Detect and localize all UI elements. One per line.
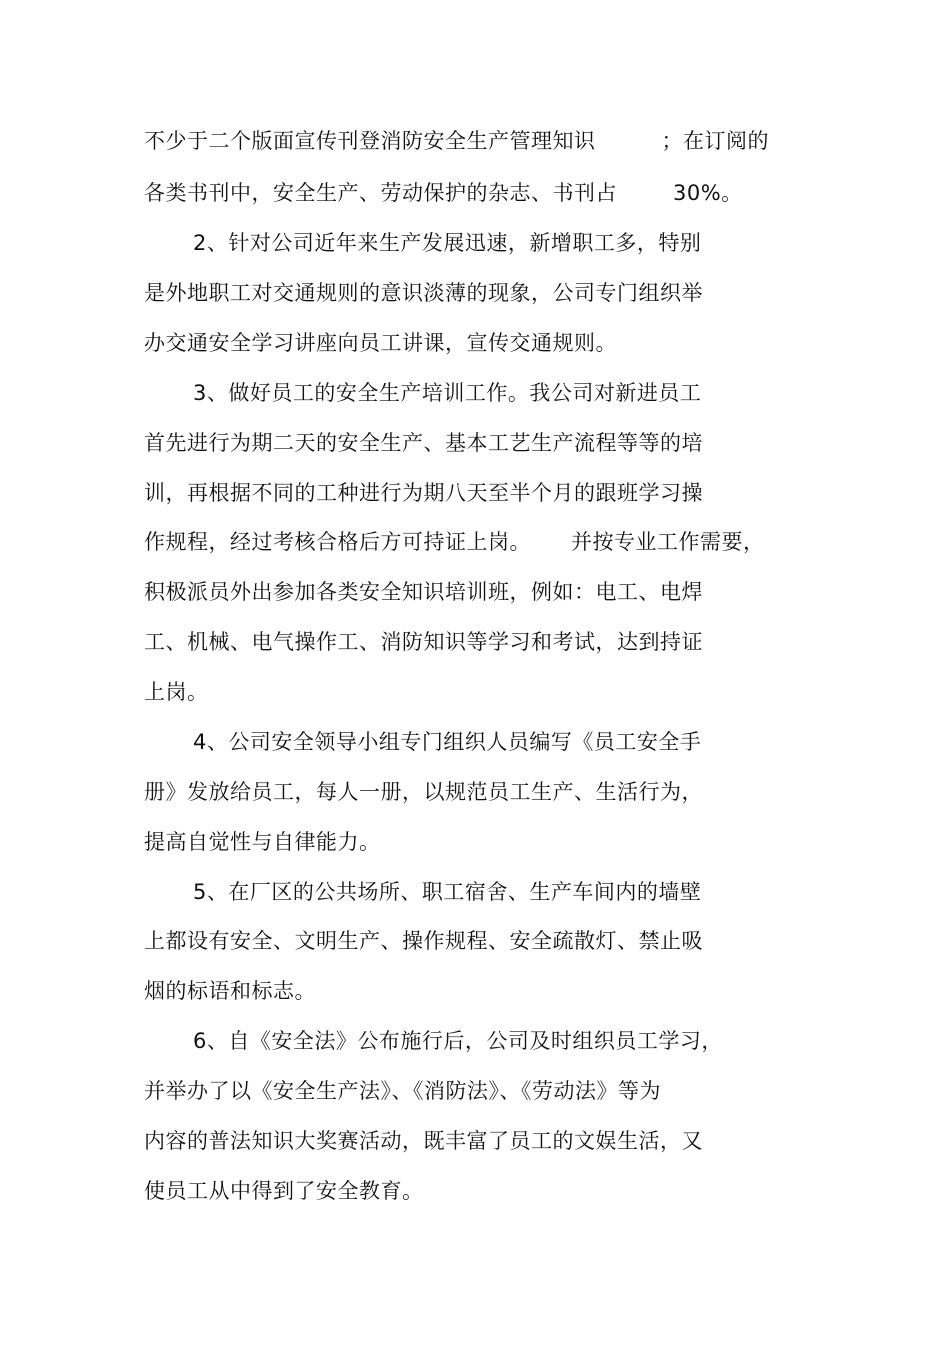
text-segment: 是外地职工对交通规则的意识淡薄的现象，公司专门组织举	[144, 281, 703, 305]
text-segment: 3、做好员工的安全生产培训工作。我公司对新进员工	[193, 381, 702, 405]
text-line	[193, 1028, 723, 1054]
text-segment: 不少于二个版面宣传刊登消防安全生产管理知识	[144, 129, 596, 153]
text-segment: 使员工从中得到了安全教育。	[144, 1179, 424, 1203]
text-line	[144, 280, 703, 306]
text-segment: 并举办了以《安全生产法》、《消防法》、《劳动法》等为	[144, 1079, 661, 1103]
text-segment: ；在订阅的	[661, 129, 769, 153]
text-segment: 4、公司安全领导小组专门组织人员编写《员工安全手	[193, 730, 702, 754]
text-line	[193, 380, 701, 406]
text-line	[144, 978, 316, 1004]
text-line	[144, 928, 703, 954]
text-line	[144, 529, 765, 555]
text-line	[144, 629, 703, 655]
text-segment: 并按专业工作需要，	[571, 530, 765, 554]
text-segment: 训，再根据不同的工种进行为期八天至半个月的跟班学习操	[144, 481, 703, 505]
text-segment: 烟的标语和标志。	[144, 979, 316, 1003]
text-line	[144, 180, 743, 206]
text-line	[144, 480, 703, 506]
text-segment: 工、机械、电气操作工、消防知识等学习和考试，达到持证	[144, 630, 703, 654]
text-segment: 上都设有安全、文明生产、操作规程、安全疏散灯、禁止吸	[144, 929, 703, 953]
text-segment: 作规程，经过考核合格后方可持证上岗。	[144, 530, 531, 554]
text-line	[144, 829, 381, 855]
text-segment: 2、针对公司近年来生产发展迅速，新增职工多，特别	[193, 231, 702, 255]
text-segment: 册》发放给员工，每人一册，以规范员工生产、生活行为，	[144, 780, 703, 804]
text-segment: 提高自觉性与自律能力。	[144, 830, 381, 854]
text-segment: 积极派员外出参加各类安全知识培训班，例如：电工、电焊	[144, 580, 703, 604]
text-segment: 内容的普法知识大奖赛活动，既丰富了员工的文娱生活，又	[144, 1129, 703, 1153]
text-line	[193, 729, 701, 755]
text-line	[144, 430, 703, 456]
text-line	[193, 879, 701, 905]
text-segment: 上岗。	[144, 680, 209, 704]
text-line	[144, 1178, 424, 1204]
text-segment: 首先进行为期二天的安全生产、基本工艺生产流程等等的培	[144, 431, 703, 455]
text-line	[144, 1078, 661, 1104]
text-segment: 30%。	[673, 181, 743, 205]
text-line	[144, 1128, 703, 1154]
text-line	[144, 779, 703, 805]
text-segment: 5、在厂区的公共场所、职工宿舍、生产车间内的墙壁	[193, 880, 702, 904]
text-line	[144, 579, 703, 605]
text-line	[144, 330, 617, 356]
text-segment: 办交通安全学习讲座向员工讲课，宣传交通规则。	[144, 331, 617, 355]
text-line	[144, 679, 209, 705]
text-line	[144, 128, 769, 154]
text-segment: 6、自《安全法》公布施行后，公司及时组织员工学习，	[193, 1029, 723, 1053]
text-line	[193, 230, 701, 256]
text-segment: 各类书刊中，安全生产、劳动保护的杂志、书刊占	[144, 181, 617, 205]
